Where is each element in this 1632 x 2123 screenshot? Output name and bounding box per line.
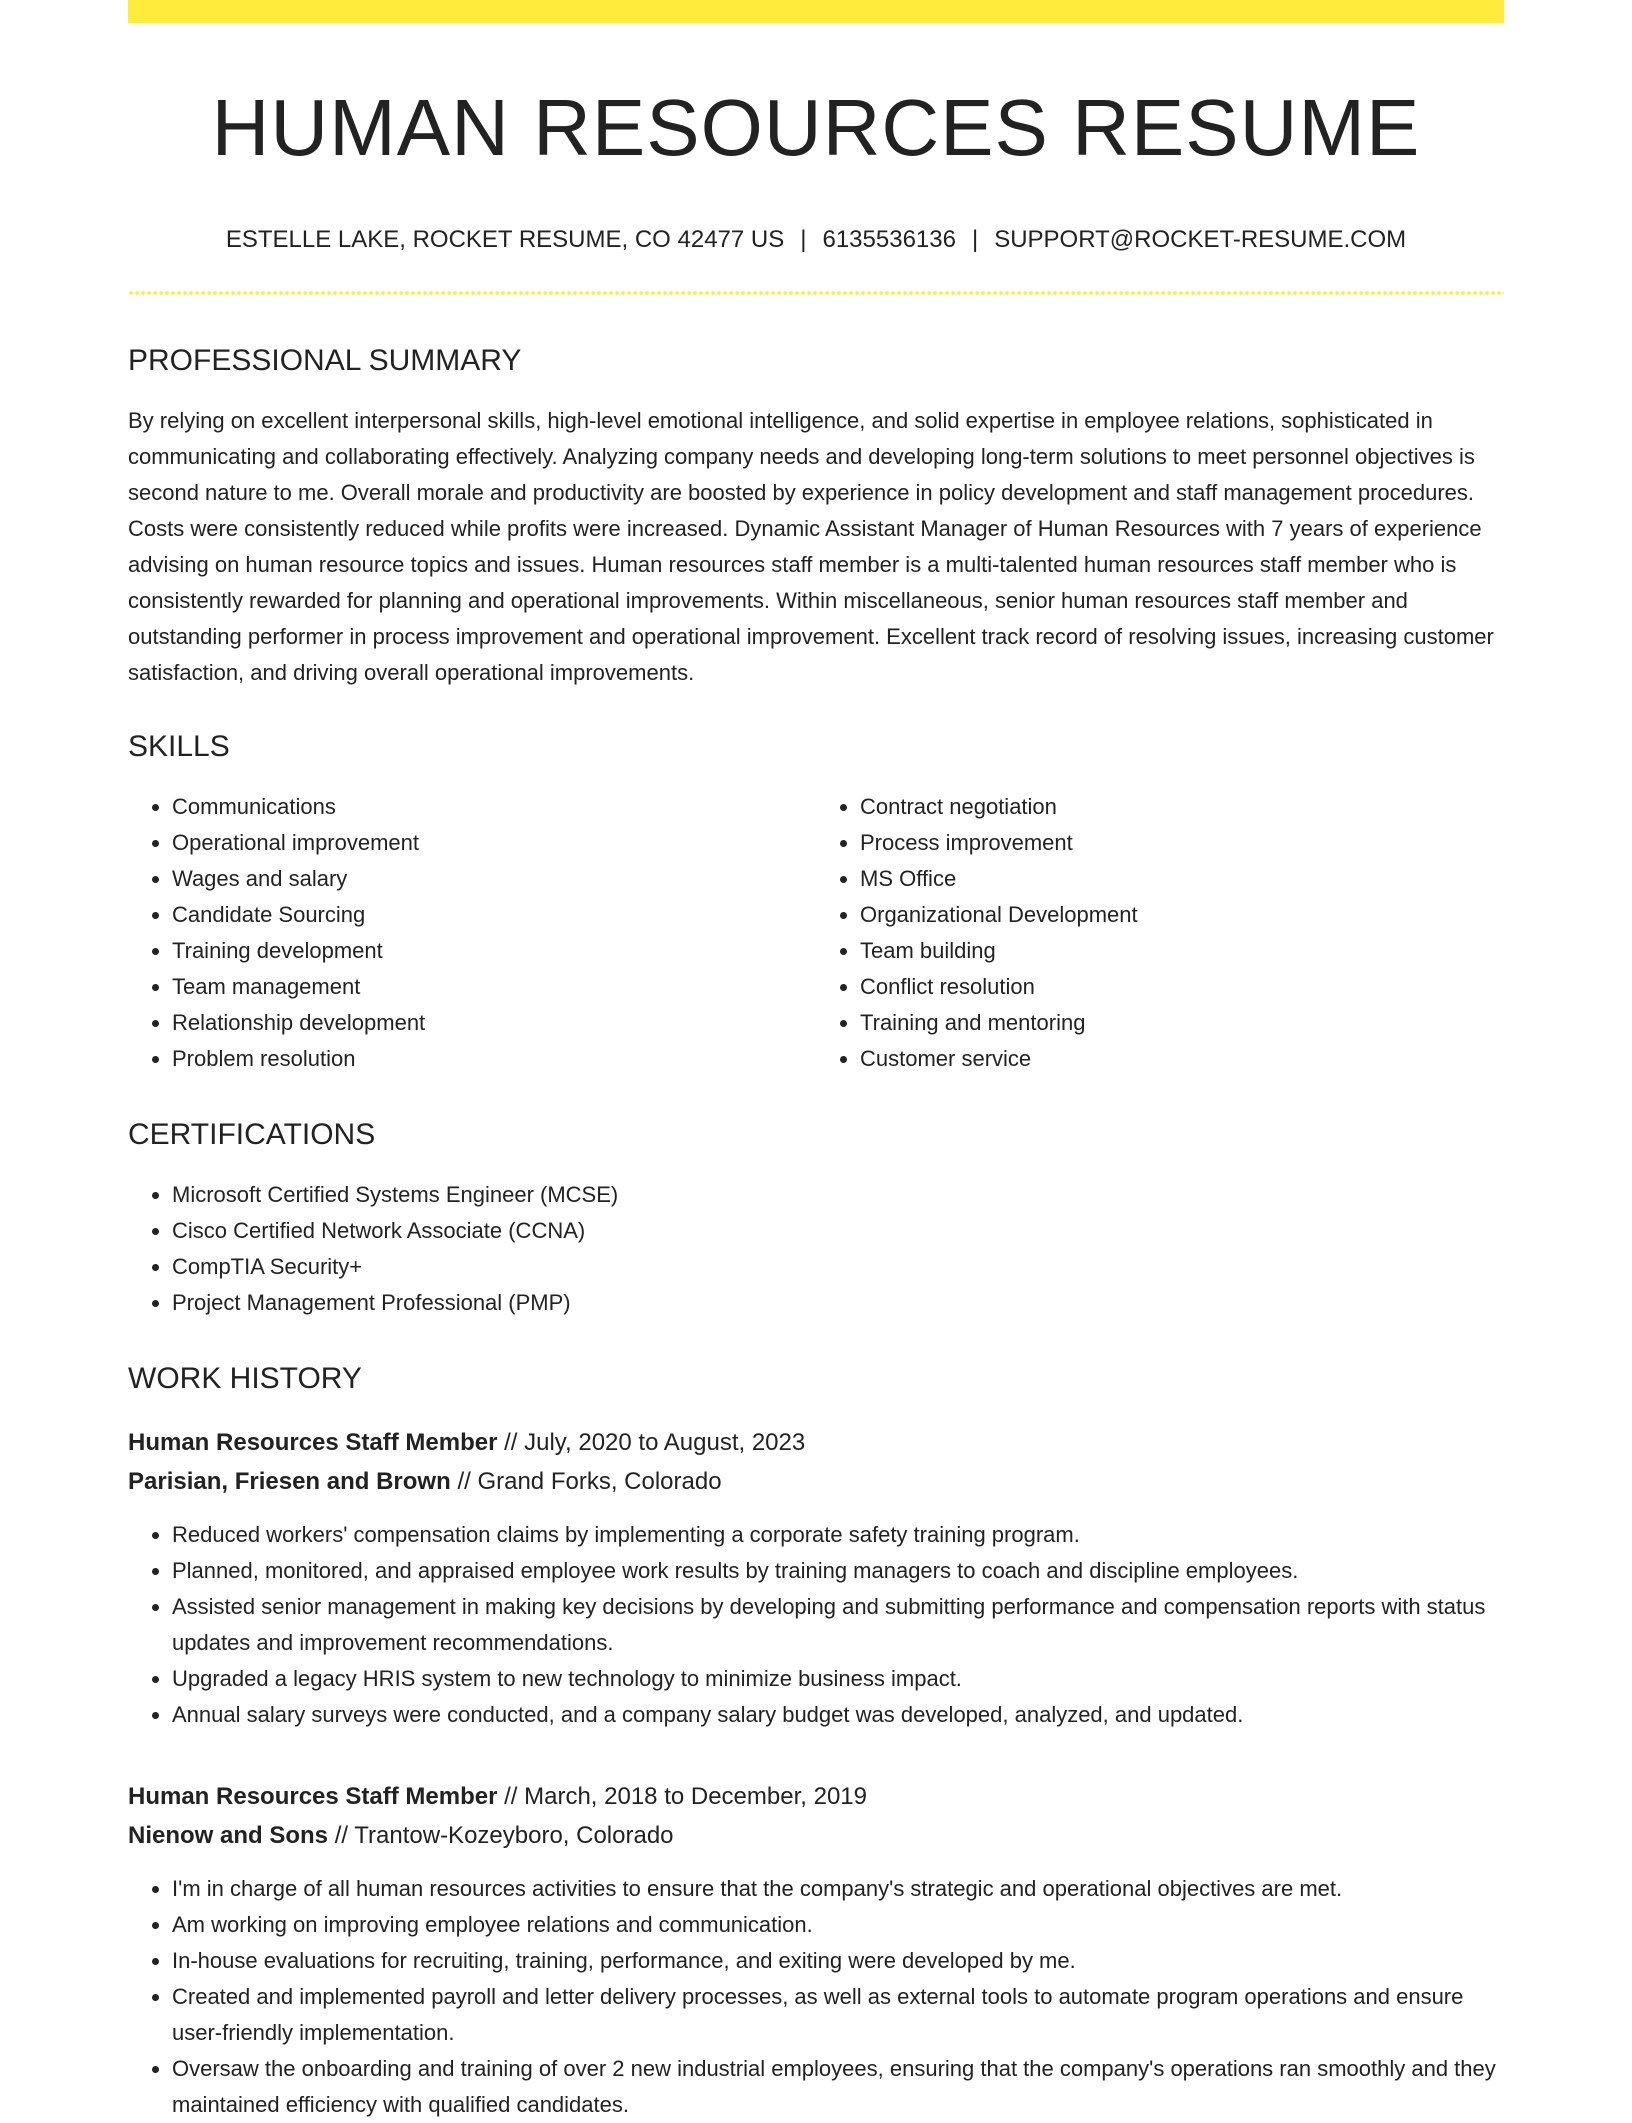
skill-item: • Team building <box>860 933 1504 969</box>
job-location: // Grand Forks, Colorado <box>457 1467 722 1495</box>
job-bullet: • Planned, monitored, and appraised employee work results by training managers to coach and discipline employees. <box>172 1553 1504 1589</box>
contact-email: SUPPORT@ROCKET-RESUME.COM <box>994 226 1407 253</box>
job-dates: // March, 2018 to December, 2019 <box>504 1782 867 1810</box>
skill-item: • Candidate Sourcing <box>172 897 816 933</box>
job-entry <box>128 1777 1504 2123</box>
contact-line <box>128 226 1504 255</box>
resume-page <box>128 0 1504 2123</box>
job-title-line <box>128 1777 1504 1816</box>
contact-phone: 6135536136 <box>822 226 956 253</box>
contact-separator: | <box>800 226 807 253</box>
skill-item: • Communications <box>172 789 816 825</box>
skill-item: • Relationship development <box>172 1005 816 1041</box>
certifications-heading: CERTIFICATIONS <box>128 1117 376 1151</box>
summary-section <box>128 343 1504 691</box>
job-bullet: • Created and implemented payroll and letter delivery processes, as well as external tools to automate program operations and ensure user-friendly implementation. <box>172 1979 1504 2051</box>
skill-item: • MS Office <box>860 861 1504 897</box>
certification-item: • Cisco Certified Network Associate (CCNA) <box>172 1213 1504 1249</box>
skill-item: • Contract negotiation <box>860 789 1504 825</box>
job-bullet: • In-house evaluations for recruiting, training, performance, and exiting were developed by me. <box>172 1943 1504 1979</box>
work-history-heading: WORK HISTORY <box>128 1361 362 1395</box>
top-accent-bar <box>128 0 1504 23</box>
resume-title: HUMAN RESOURCES RESUME <box>211 83 1421 172</box>
work-history-section <box>128 1361 1504 2123</box>
skill-item: • Operational improvement <box>172 825 816 861</box>
job-bullet: • Assisted senior management in making key decisions by developing and submitting performance and compensation reports with status updates and improvement recommendations. <box>172 1589 1504 1661</box>
certification-item: • Microsoft Certified Systems Engineer (MCSE) <box>172 1177 1504 1213</box>
job-entry <box>128 1423 1504 1733</box>
job-title: Human Resources Staff Member <box>128 1782 498 1810</box>
skill-item: • Organizational Development <box>860 897 1504 933</box>
skill-item: • Training and mentoring <box>860 1005 1504 1041</box>
job-title: Human Resources Staff Member <box>128 1428 498 1456</box>
job-company-line <box>128 1462 1504 1501</box>
job-bullet: • Reduced workers' compensation claims by implementing a corporate safety training program. <box>172 1517 1504 1553</box>
job-bullet: • Am working on improving employee relations and communication. <box>172 1907 1504 1943</box>
certification-item: • CompTIA Security+ <box>172 1249 1504 1285</box>
skill-item: • Customer service <box>860 1041 1504 1077</box>
skill-item: • Process improvement <box>860 825 1504 861</box>
job-bullet: • Annual salary surveys were conducted, and a company salary budget was developed, analyzed, and updated. <box>172 1697 1504 1733</box>
skills-grid <box>128 789 1504 1077</box>
contact-separator: | <box>971 226 979 253</box>
skills-section <box>128 729 1504 1077</box>
job-bullets <box>128 1517 1504 1733</box>
job-bullet: • Oversaw the onboarding and training of over 2 new industrial employees, ensuring that the company's operations ran smoothly and they maintained efficiency with qualified candidates. <box>172 2051 1504 2123</box>
certification-item: • Project Management Professional (PMP) <box>172 1285 1504 1321</box>
job-location: // Trantow-Kozeyboro, Colorado <box>334 1821 674 1849</box>
skill-item: • Problem resolution <box>172 1041 816 1077</box>
job-title-line <box>128 1423 1504 1462</box>
job-company: Nienow and Sons <box>128 1821 329 1849</box>
skills-list-left <box>128 789 816 1077</box>
skills-heading: SKILLS <box>128 729 230 763</box>
dotted-divider <box>128 291 1504 295</box>
skills-list-right <box>816 789 1504 1077</box>
skill-item: • Team management <box>172 969 816 1005</box>
job-bullet: • I'm in charge of all human resources activities to ensure that the company's strategic and operational objectives are met. <box>172 1871 1504 1907</box>
summary-heading: PROFESSIONAL SUMMARY <box>128 343 522 377</box>
skill-item: • Training development <box>172 933 816 969</box>
job-bullets <box>128 1871 1504 2123</box>
contact-address: ESTELLE LAKE, ROCKET RESUME, CO 42477 US <box>225 226 785 253</box>
skill-item: • Wages and salary <box>172 861 816 897</box>
job-company-line <box>128 1816 1504 1855</box>
certifications-section <box>128 1117 1504 1321</box>
job-company: Parisian, Friesen and Brown <box>128 1467 451 1495</box>
certifications-list <box>128 1177 1504 1321</box>
summary-text: By relying on excellent interpersonal skills, high-level emotional intelligence, and solid expertise in employee relations, sophisticated in communicating and collaborating effectively. Analyzing company needs and developing long-term solutions to meet personnel objectives is second nature to me. Overall morale and productivity are boosted by experience in policy development and staff management procedures. Costs were consistently reduced while profits were increased. Dynamic Assistant Manager of Human Resources with 7 years of experience advising on human resource topics and issues. Human resources staff member is a multi-talented human resources staff member who is consistently rewarded for planning and operational improvements. Within miscellaneous, senior human resources staff member and outstanding performer in process improvement and operational improvement. Excellent track record of resolving issues, increasing customer satisfaction, and driving overall operational improvements. <box>128 407 1494 685</box>
job-dates: // July, 2020 to August, 2023 <box>504 1428 806 1456</box>
skill-item: • Conflict resolution <box>860 969 1504 1005</box>
job-bullet: • Upgraded a legacy HRIS system to new technology to minimize business impact. <box>172 1661 1504 1697</box>
